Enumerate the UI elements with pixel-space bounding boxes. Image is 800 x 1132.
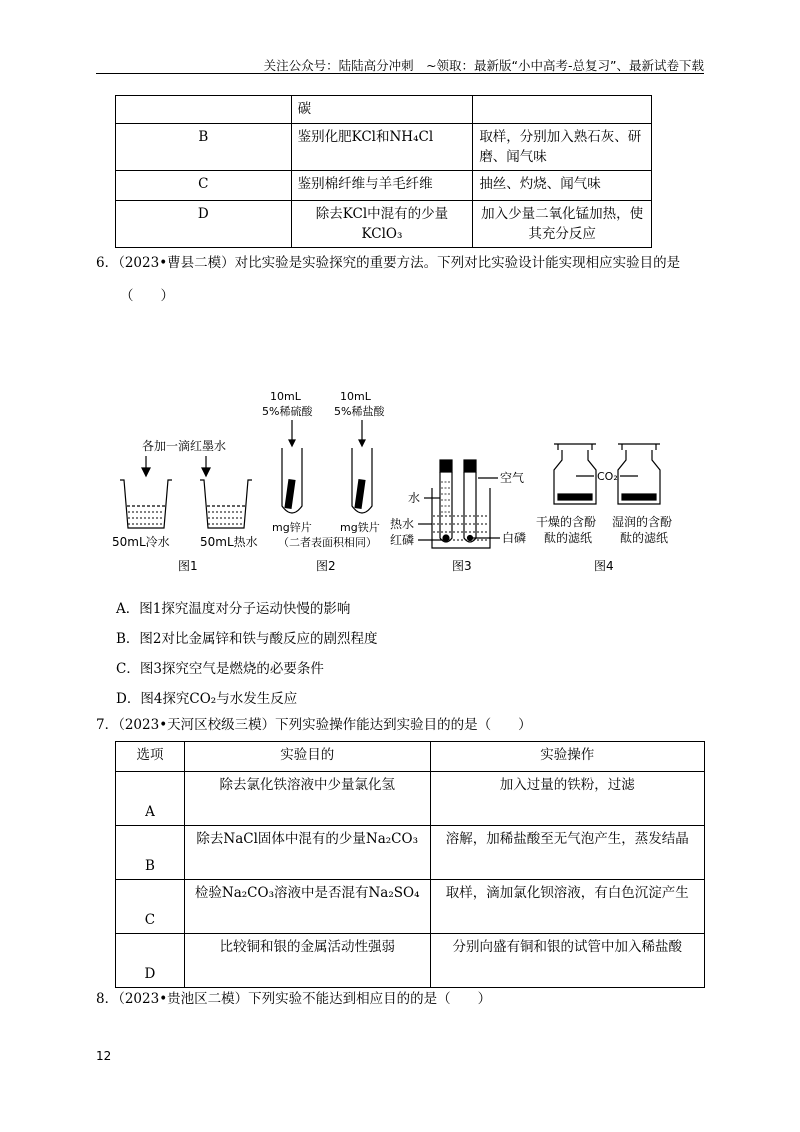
table-row <box>116 201 652 248</box>
op-cell: 加入过量的铁粉，过滤 <box>430 772 705 826</box>
option-label: C <box>116 880 185 934</box>
fig2-acid1-volume: 10mL <box>270 390 301 403</box>
fig3-water-label: 水 <box>408 491 421 505</box>
question-6-option-d: D．图4探究CO₂与水发生反应 <box>116 691 298 707</box>
table-row <box>116 171 652 201</box>
question-6-blank: （ ） <box>120 288 174 304</box>
header-divider <box>96 73 704 74</box>
fig2-acid2-volume: 10mL <box>340 390 371 403</box>
fig2-acid2-name: 5%稀盐酸 <box>334 405 385 418</box>
table-row <box>116 96 652 124</box>
fig1-right-label: 50mL热水 <box>200 535 258 549</box>
fig3-air-label: 空气 <box>500 471 525 485</box>
question-7-stem: 7．（2023•天河区校级三模）下列实验操作能达到实验目的的是（ ） <box>96 717 532 733</box>
goal-cell: 比较铜和银的金属活动性强弱 <box>184 934 430 988</box>
op-cell: 加入少量二氧化锰加热，使其充分反应 <box>473 201 652 248</box>
fig4-left-label-1: 干燥的含酚 <box>536 515 597 529</box>
op-cell: 取样，滴加氯化钡溶液，有白色沉淀产生 <box>430 880 705 934</box>
fig4-right-label-1: 湿润的含酚 <box>612 515 673 529</box>
fig1-left-label: 50mL冷水 <box>112 535 170 549</box>
option-label: D <box>116 934 185 988</box>
option-label: A <box>116 772 185 826</box>
fig2-metal1: mg锌片 <box>272 521 312 534</box>
question-8-stem: 8．（2023•贵池区二模）下列实验不能达到相应目的的是（ ） <box>96 991 492 1007</box>
fig3-hotwater-label: 热水 <box>390 517 415 531</box>
op-cell <box>473 96 652 124</box>
fig1-caption: 图1 <box>178 559 198 573</box>
question-6-option-b: B．图2对比金属锌和铁与酸反应的剧烈程度 <box>116 631 378 647</box>
fig4-gas-label: CO₂ <box>597 470 618 483</box>
fig2-metal2: mg铁片 <box>340 521 380 534</box>
fig2-note: （二者表面积相同） <box>278 536 377 549</box>
question-6-figure <box>106 388 673 578</box>
op-cell: 抽丝、灼烧、闻气味 <box>473 171 652 201</box>
fig3-caption: 图3 <box>452 559 472 573</box>
header-option: 选项 <box>116 742 185 772</box>
goal-cell: 鉴别化肥KCl和NH₄Cl <box>291 124 473 171</box>
table-q5-continued <box>115 95 652 248</box>
goal-cell: 除去氯化铁溶液中少量氯化氢 <box>184 772 430 826</box>
option-label <box>116 96 292 124</box>
table-row <box>116 772 705 826</box>
option-label: D <box>116 201 292 248</box>
question-6-option-c: C．图3探究空气是燃烧的必要条件 <box>116 661 324 677</box>
page-header: 关注公众号：陆陆高分冲刺 ~领取：最新版“小中高考-总复习”、最新试卷下载 <box>263 58 704 73</box>
tube-with-air <box>464 472 476 542</box>
question-6-stem: 6．（2023•曹县二模）对比实验是实验探究的重要方法。下列对比实验设计能实现相应实验目的是 <box>96 255 681 271</box>
beaker-hot <box>200 480 252 528</box>
goal-cell: 除去NaCl固体中混有的少量Na₂CO₃ <box>184 826 430 880</box>
page-number: 12 <box>96 1049 112 1063</box>
header-operation: 实验操作 <box>430 742 705 772</box>
header-goal: 实验目的 <box>184 742 430 772</box>
option-label: B <box>116 124 292 171</box>
op-cell: 分别向盛有铜和银的试管中加入稀盐酸 <box>430 934 705 988</box>
beaker-cold <box>120 480 172 528</box>
table-row <box>116 880 705 934</box>
op-cell: 溶解，加稀盐酸至无气泡产生，蒸发结晶 <box>430 826 705 880</box>
fig2-caption: 图2 <box>316 559 336 573</box>
fig3-whitep-label: 白磷 <box>502 531 527 545</box>
fig4-left-label-2: 酞的滤纸 <box>544 531 593 545</box>
fig1-top-label: 各加一滴红墨水 <box>142 439 227 453</box>
table-header-row <box>116 742 705 772</box>
option-label: B <box>116 826 185 880</box>
tube-with-water <box>440 472 452 542</box>
op-cell: 取样，分别加入熟石灰、研磨、闻气味 <box>473 124 652 171</box>
option-label: C <box>116 171 292 201</box>
table-row <box>116 124 652 171</box>
question-6-option-a: A．图1探究温度对分子运动快慢的影响 <box>116 601 351 617</box>
fig3-redp-label: 红磷 <box>390 533 415 547</box>
table-row <box>116 934 705 988</box>
table-row <box>116 826 705 880</box>
fig2-acid1-name: 5%稀硫酸 <box>262 405 313 418</box>
fig4-right-label-2: 酞的滤纸 <box>620 531 669 545</box>
goal-cell: 除去KCl中混有的少量KClO₃ <box>291 201 473 248</box>
goal-cell: 鉴别棉纤维与羊毛纤维 <box>291 171 473 201</box>
goal-cell: 碳 <box>291 96 473 124</box>
table-q7 <box>115 741 705 988</box>
fig4-caption: 图4 <box>594 559 614 573</box>
goal-cell: 检验Na₂CO₃溶液中是否混有Na₂SO₄ <box>184 880 430 934</box>
